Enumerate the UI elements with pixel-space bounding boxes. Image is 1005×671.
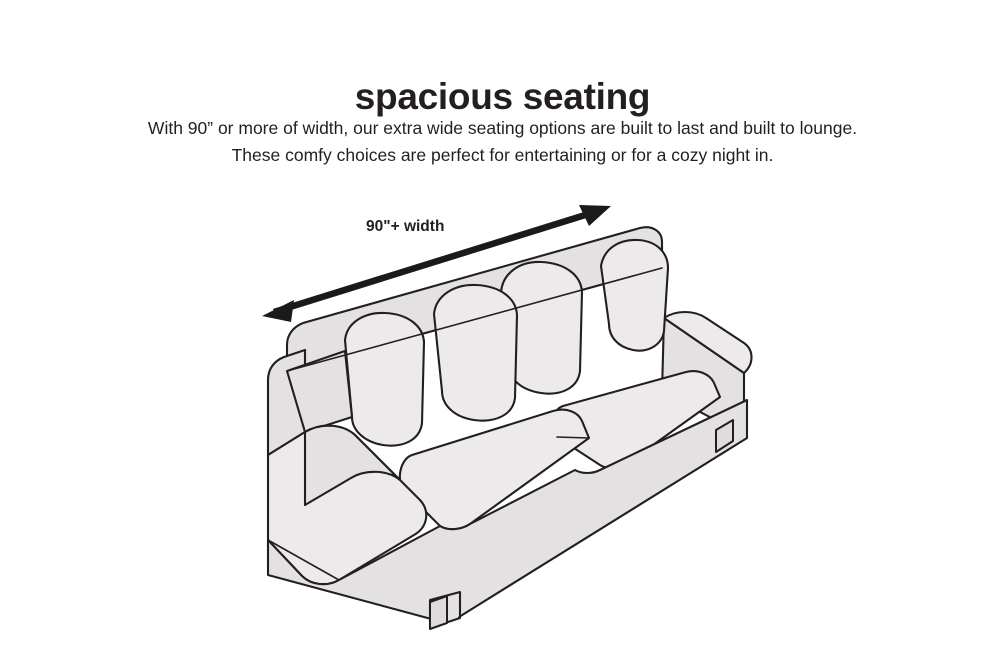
back-pillow-middle [434, 285, 517, 421]
page-title: spacious seating [354, 75, 651, 117]
back-pillow-far-right [601, 240, 668, 351]
subcopy-line-1: With 90” or more of width, our extra wide seating options are built to last and built to lounge. [147, 118, 858, 138]
arrow-head-left [262, 300, 294, 322]
subcopy-line-2: These comfy choices are perfect for entertaining or for a cozy night in. [231, 145, 774, 166]
back-pillow-left [345, 313, 424, 446]
sofa-body-group [268, 227, 752, 628]
sofa-foot-front-left [430, 596, 447, 629]
seam-seat-divider [557, 437, 589, 438]
width-dimension-label: 90"+ width [366, 218, 445, 235]
